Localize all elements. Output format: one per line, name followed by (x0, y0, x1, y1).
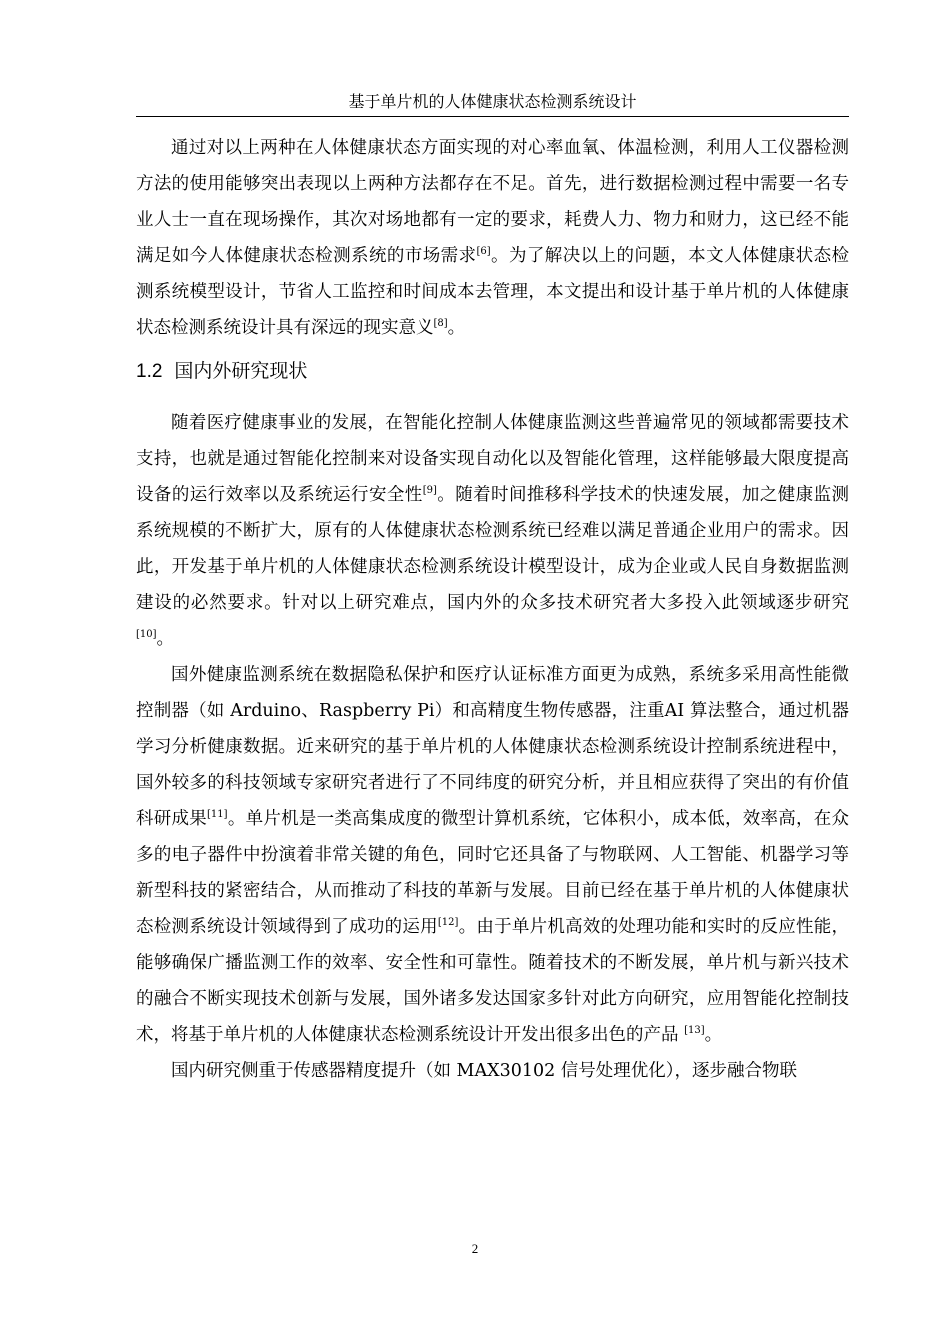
paragraph-motivation (136, 130, 849, 346)
citation-ref: [9] (422, 485, 437, 496)
citation-ref: [13] (684, 1025, 705, 1036)
paragraph-text: 。 (447, 318, 466, 338)
paragraph-text: 国外健康监测系统在数据隐私保护和医疗认证标准方面更为成熟，系统多采用高性能微控制器（如 Arduino、Raspberry Pi）和高精度生物传感器，注重AI 算法整合，通过机器学习分析健康数据。近来研究的基于单片机的人体健康状态检测系统设计控制系统进程中，国外较多的科技领域专家研究者进行了不同纬度的研究分析，并且相应获得了突出的有价值科研成果 (136, 665, 849, 829)
paragraph-text: 通过对以上两种在人体健康状态方面实现的对心率血氧、体温检测，利用人工仪器检测方法的使用能够突出表现以上两种方法都存在不足。首先，进行数据检测过程中需要一名专业人士一直在现场操作，其次对场地都有一定的要求，耗费人力、物力和财力，这已经不能满足如今人体健康状态检测系统的市场需求 (136, 138, 849, 266)
citation-ref: [8] (433, 318, 448, 329)
paragraph-text: 。随着时间推移科学技术的快速发展，加之健康监测系统规模的不断扩大，原有的人体健康状态检测系统已经难以满足普通企业用户的需求。因此，开发基于单片机的人体健康状态检测系统设计模型设计，成为企业或人民自身数据监测建设的必然要求。针对以上研究难点，国内外的众多技术研究者大多投入此领域逐步研究 (136, 485, 850, 613)
section-number: 1.2 (136, 361, 163, 382)
citation-ref: [6] (476, 246, 491, 257)
paragraph-text: 。由于单片机高效的处理功能和实时的反应性能，能够确保广播监测工作的效率、安全性和可靠性。随着技术的不断发展，单片机与新兴技术的融合不断实现技术创新与发展，国外诸多发达国家多针对此方向研究，应用智能化控制技术，将基于单片机的人体健康状态检测系统设计开发出很多出色的产品 (136, 917, 850, 1045)
page-header-title: 基于单片机的人体健康状态检测系统设计 (348, 92, 637, 111)
paragraph-domestic-research (136, 1053, 849, 1089)
citation-ref: [10] (136, 629, 157, 640)
paragraph-text: 。为了解决以上的问题，本文人体健康状态检测系统模型设计，节省人工监控和时间成本去管理，本文提出和设计基于单片机的人体健康状态检测系统设计具有深远的现实意义 (136, 246, 849, 338)
paragraph-text: 国内研究侧重于传感器精度提升（如 MAX30102 信号处理优化），逐步融合物联 (171, 1061, 798, 1081)
paragraph-foreign-research (136, 657, 849, 1053)
paragraph-text: 随着医疗健康事业的发展，在智能化控制人体健康监测这些普遍常见的领域都需要技术支持，也就是通过智能化控制来对设备实现自动化以及智能化管理，这样能够最大限度提高设备的运行效率以及系统运行安全性 (136, 413, 849, 505)
paragraph-text: 。 (156, 629, 175, 649)
section-title: 国内外研究现状 (174, 360, 308, 382)
citation-ref: [12] (437, 917, 459, 928)
document-body (136, 130, 849, 1089)
paragraph-text: 。 (704, 1025, 723, 1045)
section-heading (136, 346, 849, 405)
page-number: 2 (471, 1241, 479, 1256)
header-rule (136, 116, 849, 117)
paragraph-background (136, 405, 849, 657)
citation-ref: [11] (207, 809, 228, 820)
paragraph-text: 。单片机是一类高集成度的微型计算机系统，它体积小，成本低，效率高，在众多的电子器件中扮演着非常关键的角色，同时它还具备了与物联网、人工智能、机器学习等新型科技的紧密结合，从而推动了科技的革新与发展。目前已经在基于单片机的人体健康状态检测系统设计领域得到了成功的运用 (136, 809, 850, 937)
